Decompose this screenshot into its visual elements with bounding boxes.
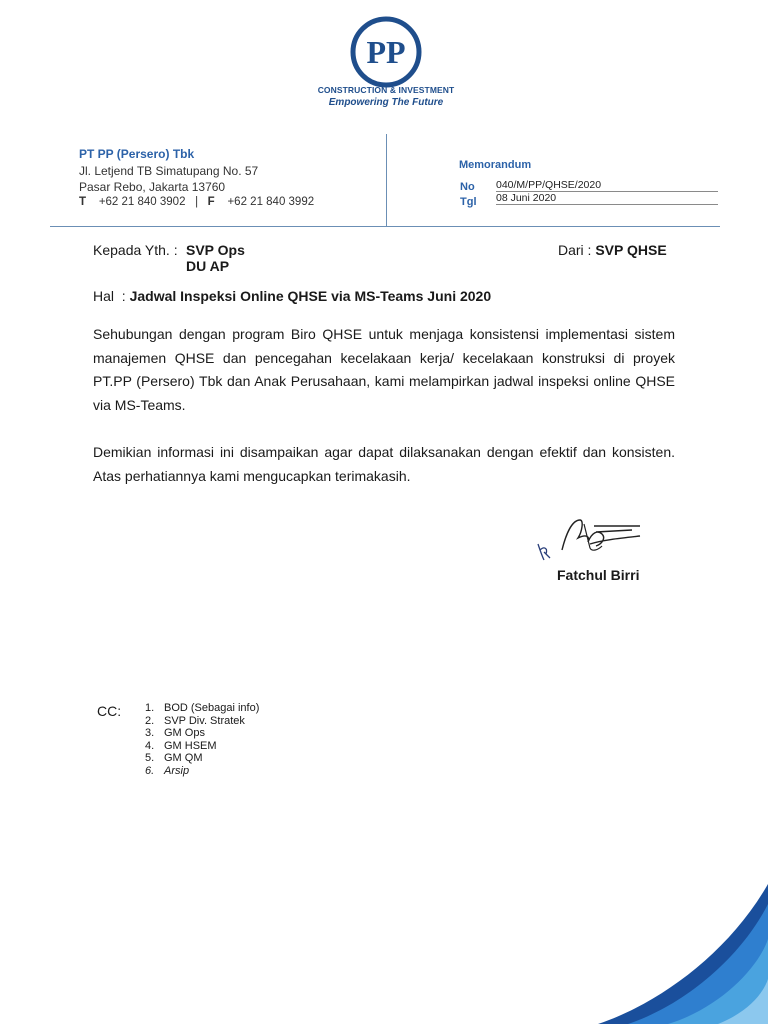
memo-date-value: 08 Juni 2020	[496, 192, 718, 205]
corner-swoosh-icon	[598, 884, 768, 1024]
memo-date-label: Tgl	[460, 196, 477, 208]
header-divider	[50, 226, 720, 227]
subject-colon: :	[121, 288, 126, 304]
fax-label: F	[207, 196, 215, 208]
logo-tagline-top: CONSTRUCTION & INVESTMENT	[317, 85, 455, 95]
handwritten-signature-icon	[532, 512, 644, 572]
logo-mark: PP	[366, 34, 406, 70]
cc-label: CC:	[97, 703, 122, 719]
subject-value: Jadwal Inspeksi Online QHSE via MS-Teams Juni 2020	[129, 288, 492, 304]
list-item: 3. GM Ops	[145, 727, 205, 740]
memo-title: Memorandum	[459, 159, 532, 171]
memo-no-value: 040/M/PP/QHSE/2020	[496, 179, 718, 192]
body-paragraph-2: Demikian informasi ini disampaikan agar dapat dilaksanakan dengan efektif dan konsisten. Atas perhatiannya kami mengucapkan terimakasih.	[93, 444, 675, 484]
from-field	[558, 242, 667, 258]
list-item: 4. GM HSEM	[145, 739, 217, 752]
company-name: PT PP (Persero) Tbk	[79, 147, 195, 161]
memo-no-label: No	[460, 181, 475, 193]
logo-tagline-bottom: Empowering The Future	[328, 97, 444, 108]
contact-separator: |	[195, 196, 199, 208]
phone-label: T	[79, 196, 87, 208]
subject-label: Hal	[93, 288, 115, 304]
body-paragraph-1: Sehubungan dengan program Biro QHSE untuk menjaga konsistensi implementasi sistem manajemen QHSE dan pencegahan kecelakaan kerja/ kecelakaan konstruksi di proyek PT.PP (Persero) Tbk dan Anak Perusahaan, kami melampirkan jadwal inspeksi online QHSE via MS-Teams.	[93, 326, 675, 413]
from-value: SVP QHSE	[595, 242, 667, 258]
contact-line	[79, 196, 314, 208]
list-item: 6. Arsip	[145, 764, 190, 777]
subject-line	[93, 288, 491, 304]
address-line-1: Jl. Letjend TB Simatupang No. 57	[79, 164, 259, 178]
list-item: 1. BOD (Sebagai info)	[145, 702, 260, 714]
cc-list	[145, 702, 259, 778]
phone-number: +62 21 840 3902	[98, 196, 186, 208]
signatory-name: Fatchul Birri	[557, 567, 640, 583]
pp-logo-icon	[350, 16, 422, 88]
from-label: Dari :	[558, 242, 592, 258]
list-item: 2. SVP Div. Stratek	[145, 714, 245, 727]
to-recipient-2: DU AP	[186, 258, 230, 274]
to-label: Kepada Yth. :	[93, 242, 178, 258]
to-recipient-1: SVP Ops	[186, 242, 245, 258]
address-line-2: Pasar Rebo, Jakarta 13760	[79, 180, 226, 194]
list-item: 5. GM QM	[145, 752, 203, 765]
header-vertical-divider	[386, 134, 387, 226]
fax-number: +62 21 840 3992	[227, 196, 315, 208]
